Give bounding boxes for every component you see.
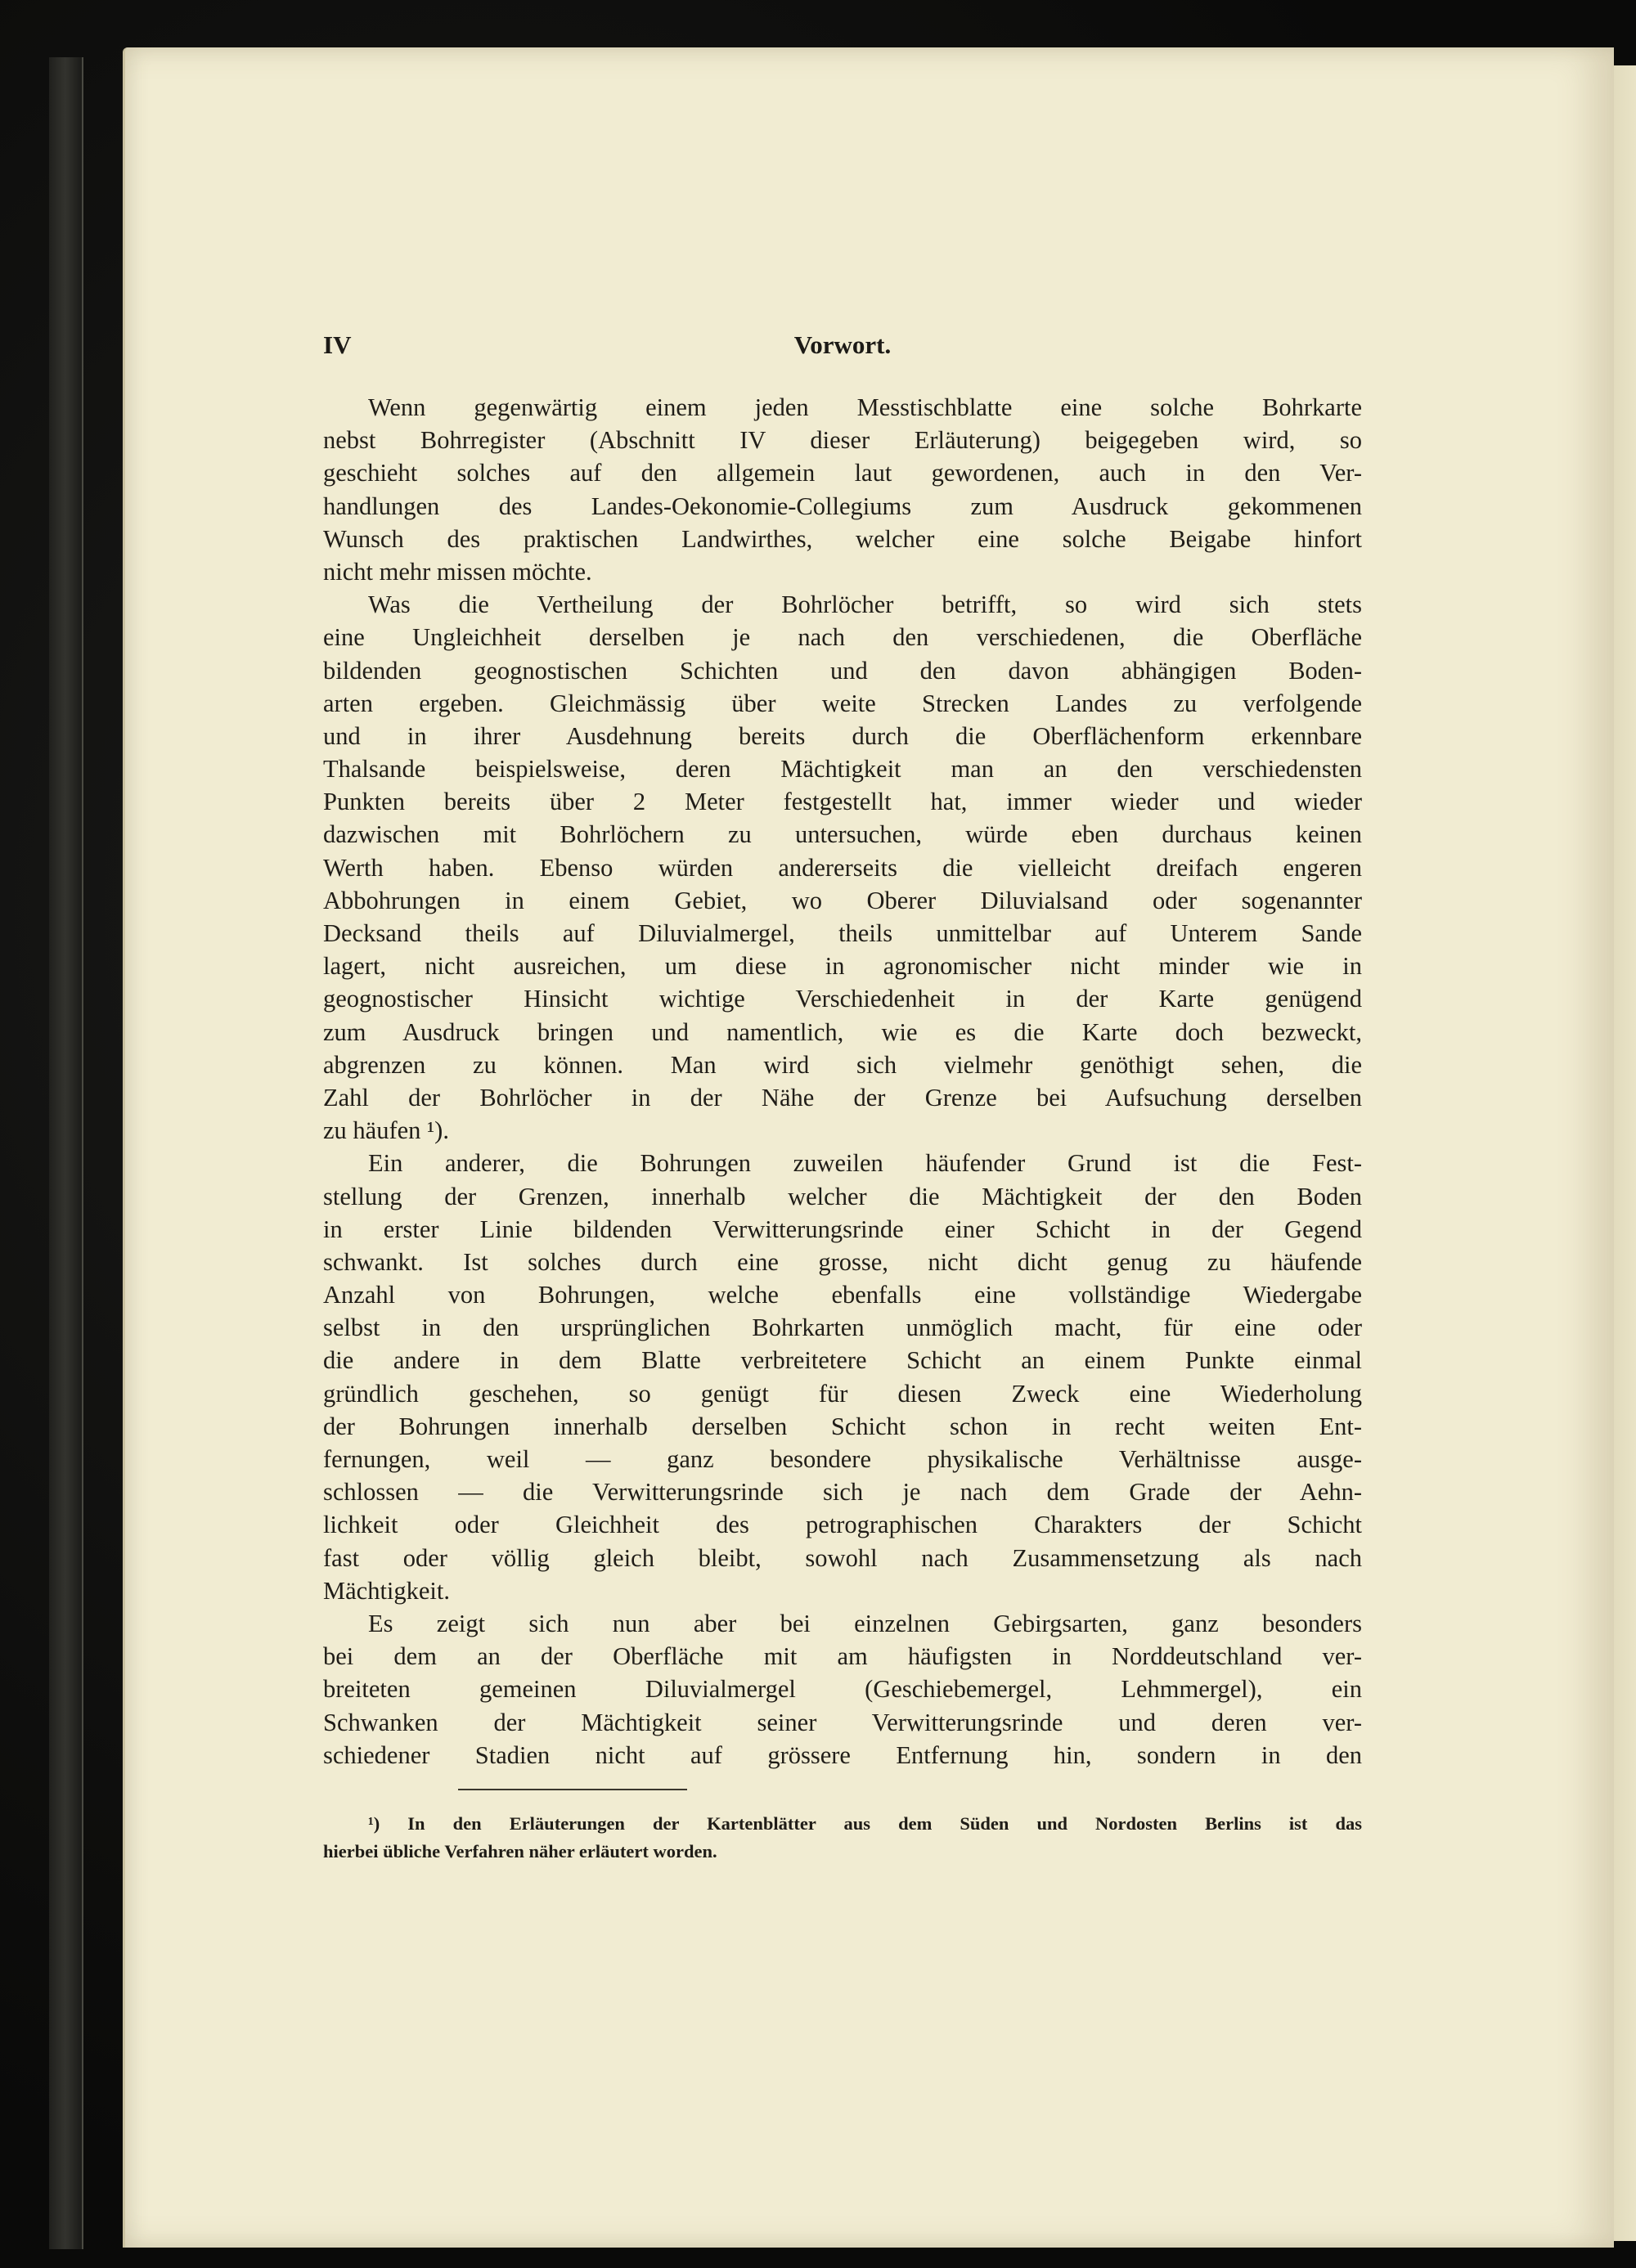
text-line: lichkeit oder Gleichheit des petrographischen Charakters der Schicht [323,1511,1362,1539]
text-line: in erster Linie bildenden Verwitterungsrinde einer Schicht in der Gegend [323,1215,1362,1243]
text-line: Decksand theils auf Diluvialmergel, theils unmittelbar auf Unterem Sande [323,919,1362,947]
text-line: die andere in dem Blatte verbreitetere Schicht an einem Punkte einmal [323,1346,1362,1375]
footnote-rule [458,1789,687,1790]
page-header [323,330,1362,366]
text-line: handlungen des Landes-Oekonomie-Collegiums zum Ausdruck gekommenen [323,492,1362,520]
book-spine-edge [49,57,83,2249]
text-line: zu häufen ¹). [323,1116,449,1145]
page-number: IV [323,330,352,359]
running-title: Vorwort. [793,330,892,359]
text-line: stellung der Grenzen, innerhalb welcher die Mächtigkeit der den Boden [323,1182,1362,1210]
text-line: Werth haben. Ebenso würden andererseits die vielleicht dreifach engeren [323,853,1362,882]
footnote-line: ¹) In den Erläuterungen der Kartenblätter aus dem Süden und Nordosten Berlins ist das [368,1813,1362,1834]
text-line: Was die Vertheilung der Bohrlöcher betrifft, so wird sich stets [368,591,1362,619]
text-line: schlossen — die Verwitterungsrinde sich je nach dem Grade der Aehn- [323,1478,1362,1507]
text-line: abgrenzen zu können. Man wird sich vielmehr genöthigt sehen, die [323,1050,1362,1079]
footnote [323,1810,1362,1866]
text-line: gründlich geschehen, so genügt für diesen Zweck eine Wiederholung [323,1379,1362,1408]
text-line: geschieht solches auf den allgemein laut gewordenen, auch in den Ver- [323,459,1362,487]
text-line: Mächtigkeit. [323,1576,451,1605]
text-line: eine Ungleichheit derselben je nach den verschiedenen, die Oberfläche [323,623,1362,652]
text-line: und in ihrer Ausdehnung bereits durch die Oberflächenform erkennbare [323,721,1362,750]
text-line: zum Ausdruck bringen und namentlich, wie es die Karte doch bezweckt, [323,1017,1362,1046]
text-line: Thalsande beispielsweise, deren Mächtigkeit man an den verschiedensten [323,755,1362,784]
text-line: bei dem an der Oberfläche mit am häufigsten in Norddeutschland ver- [323,1642,1362,1671]
text-line: fernungen, weil — ganz besondere physikalische Verhältnisse ausge- [323,1445,1362,1473]
text-line: nebst Bohrregister (Abschnitt IV dieser Erläuterung) beigegeben wird, so [323,426,1362,455]
footnote-line: hierbei übliche Verfahren näher erläutert worden. [323,1841,717,1862]
text-line: lagert, nicht ausreichen, um diese in agronomischer nicht minder wie in [323,952,1362,981]
text-line: fast oder völlig gleich bleibt, sowohl nach Zusammensetzung als nach [323,1543,1362,1572]
text-line: Punkten bereits über 2 Meter festgestellt hat, immer wieder und wieder [323,788,1362,816]
text-line: Es zeigt sich nun aber bei einzelnen Gebirgsarten, ganz besonders [368,1609,1362,1637]
text-line: Wenn gegenwärtig einem jeden Messtischblatte eine solche Bohrkarte [368,393,1362,421]
text-line: geognostischer Hinsicht wichtige Verschiedenheit in der Karte genügend [323,985,1362,1013]
text-line: Zahl der Bohrlöcher in der Nähe der Grenze bei Aufsuchung derselben [323,1083,1362,1112]
text-line: der Bohrungen innerhalb derselben Schicht schon in recht weiten Ent- [323,1412,1362,1440]
text-line: Anzahl von Bohrungen, welche ebenfalls eine vollständige Wiedergabe [323,1281,1362,1309]
body-text [323,391,1362,1772]
text-line: Schwanken der Mächtigkeit seiner Verwitterungsrinde und deren ver- [323,1708,1362,1736]
text-line: nicht mehr missen möchte. [323,557,592,586]
text-line: breiteten gemeinen Diluvialmergel (Geschiebemergel, Lehmmergel), ein [323,1675,1362,1704]
text-line: dazwischen mit Bohrlöchern zu untersuchen, würde eben durchaus keinen [323,820,1362,849]
text-line: selbst in den ursprünglichen Bohrkarten unmöglich macht, für eine oder [323,1314,1362,1342]
text-line: Abbohrungen in einem Gebiet, wo Oberer Diluvialsand oder sogenannter [323,886,1362,914]
text-line: bildenden geognostischen Schichten und den davon abhängigen Boden- [323,656,1362,685]
text-line: arten ergeben. Gleichmässig über weite Strecken Landes zu verfolgende [323,689,1362,717]
text-line: Wunsch des praktischen Landwirthes, welcher eine solche Beigabe hinfort [323,524,1362,553]
text-line: Ein anderer, die Bohrungen zuweilen häufender Grund ist die Fest- [368,1149,1362,1178]
text-line: schiedener Stadien nicht auf grössere Entfernung hin, sondern in den [323,1740,1362,1769]
text-line: schwankt. Ist solches durch eine grosse, nicht dicht genug zu häufende [323,1247,1362,1276]
